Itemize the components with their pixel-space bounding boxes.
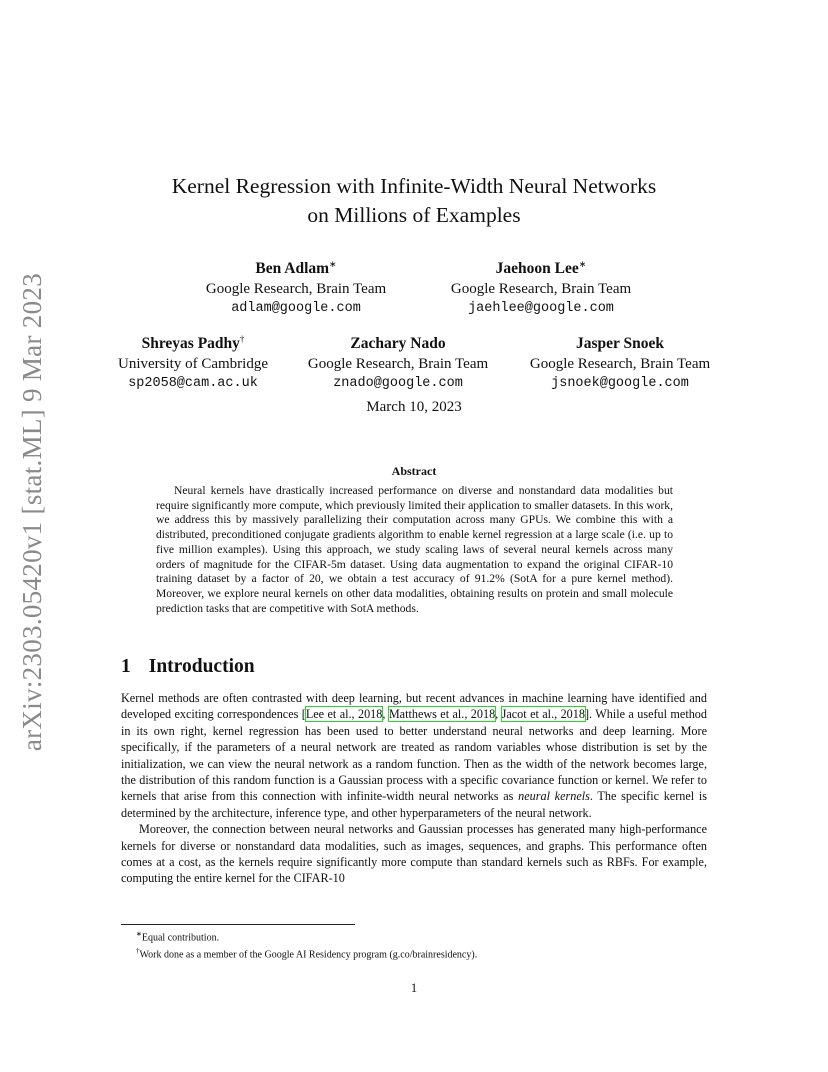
section-title: Introduction	[148, 656, 255, 677]
author-block	[421, 254, 661, 319]
author-name: Jaehoon Lee	[495, 260, 579, 278]
paragraph	[121, 690, 707, 821]
author-affiliation: Google Research, Brain Team	[205, 281, 387, 298]
text-run: . The specific kernel is determined by the architecture, inference type, and other hyperparameters of the neural network.	[121, 789, 708, 820]
author-affiliation: Google Research, Brain Team	[307, 356, 489, 373]
arxiv-id: arXiv:2303.05420v1 [stat.ML] 9 Mar 2023	[16, 273, 47, 752]
author-block	[512, 329, 728, 394]
arxiv-sidebar-stamp	[14, 273, 50, 752]
author-mark: ∗	[578, 259, 587, 269]
author-name: Ben Adlam	[255, 260, 330, 278]
footnote	[121, 945, 707, 962]
abstract-heading: Abstract	[391, 464, 437, 478]
text-run: ]. While a useful method in its own right, kernel regression has been used to better understand neural networks and deep learning. More specifically, if the parameters of a neural network are treated as random variables whose distribution is set by the initialization, we can view the neural network as a random function. Then as the width of the network becomes large, the distribution of this random function is a Gaussian process with a specific covariance function or kernel. We refer to kernels that arise from this connection with infinite-width neural networks as	[121, 707, 707, 804]
section-heading	[121, 656, 255, 678]
footnote-divider	[121, 924, 355, 925]
author-name: Jasper Snoek	[576, 335, 664, 353]
introduction-body	[121, 690, 707, 887]
author-block	[290, 329, 506, 394]
text-run: ,	[382, 707, 389, 722]
citation-link[interactable]: Matthews et al., 2018	[388, 707, 496, 722]
abstract-text: Neural kernels have drastically increased performance on diverse and nonstandard data modalities but require significantly more compute, which previously limited their application to smaller datasets. In this work, we address this by massively parallelizing their computation across many GPUs. We combine this with a distributed, preconditioned conjugate gradients algorithm to enable kernel regression at a large scale (i.e. up to five million examples). Using this approach, we study scaling laws of several neural kernels across many orders of magnitude for the CIFAR-5m dataset. Using data augmentation to expand the original CIFAR-10 training dataset by a factor of 20, we obtain a test accuracy of 91.2% (SotA for a pure kernel method). Moreover, we explore neural kernels on other data modalities, obtaining results on protein and small molecule prediction tasks that are competitive with SotA methods.	[156, 484, 673, 615]
citation-link[interactable]: Lee et al., 2018	[305, 707, 383, 722]
author-affiliation: Google Research, Brain Team	[529, 356, 711, 373]
title-line-2: on Millions of Examples	[307, 203, 521, 227]
author-email: sp2058@cam.ac.uk	[128, 376, 258, 392]
emphasis-term: neural kernels	[518, 789, 590, 804]
author-name: Zachary Nado	[350, 335, 446, 353]
author-mark: ∗	[329, 259, 337, 269]
text-run: ,	[495, 707, 502, 722]
citation-link[interactable]: Jacot et al., 2018	[501, 707, 585, 722]
author-name: Shreyas Padhy	[141, 335, 240, 353]
footnotes	[121, 928, 707, 962]
paper-title	[120, 172, 708, 230]
paragraph: Moreover, the connection between neural networks and Gaussian processes has generated many high-performance kernels for diverse or nonstandard data modalities, such as images, sequences, and graphs. This performance often comes at a cost, as the kernels require significantly more compute than standard kernels such as RBFs. For example, computing the entire kernel for the CIFAR-10	[121, 822, 707, 886]
footnote	[121, 928, 707, 945]
author-email: jsnoek@google.com	[551, 376, 689, 392]
page-number: 1	[410, 981, 418, 995]
footnote-text: Equal contribution.	[141, 932, 220, 944]
author-block	[176, 254, 416, 319]
author-email: adlam@google.com	[231, 301, 361, 317]
footnote-text: Work done as a member of the Google AI Residency program (g.co/brainresidency).	[139, 949, 478, 961]
footnote-mark: ∗	[136, 930, 142, 938]
author-affiliation: University of Cambridge	[118, 356, 268, 373]
paper-date: March 10, 2023	[366, 399, 462, 415]
author-mark: †	[239, 334, 245, 344]
author-email: znado@google.com	[333, 376, 463, 392]
text-run: Kernel methods are often contrasted with deep learning, but recent advances in machine learning have identified and developed exciting correspondences [	[121, 691, 707, 722]
title-line-1: Kernel Regression with Infinite-Width Neural Networks	[171, 174, 657, 198]
author-email: jaehlee@google.com	[468, 301, 614, 317]
author-affiliation: Google Research, Brain Team	[450, 281, 632, 298]
footnote-mark: †	[136, 946, 140, 955]
section-number: 1	[121, 656, 131, 677]
author-block	[100, 329, 286, 394]
